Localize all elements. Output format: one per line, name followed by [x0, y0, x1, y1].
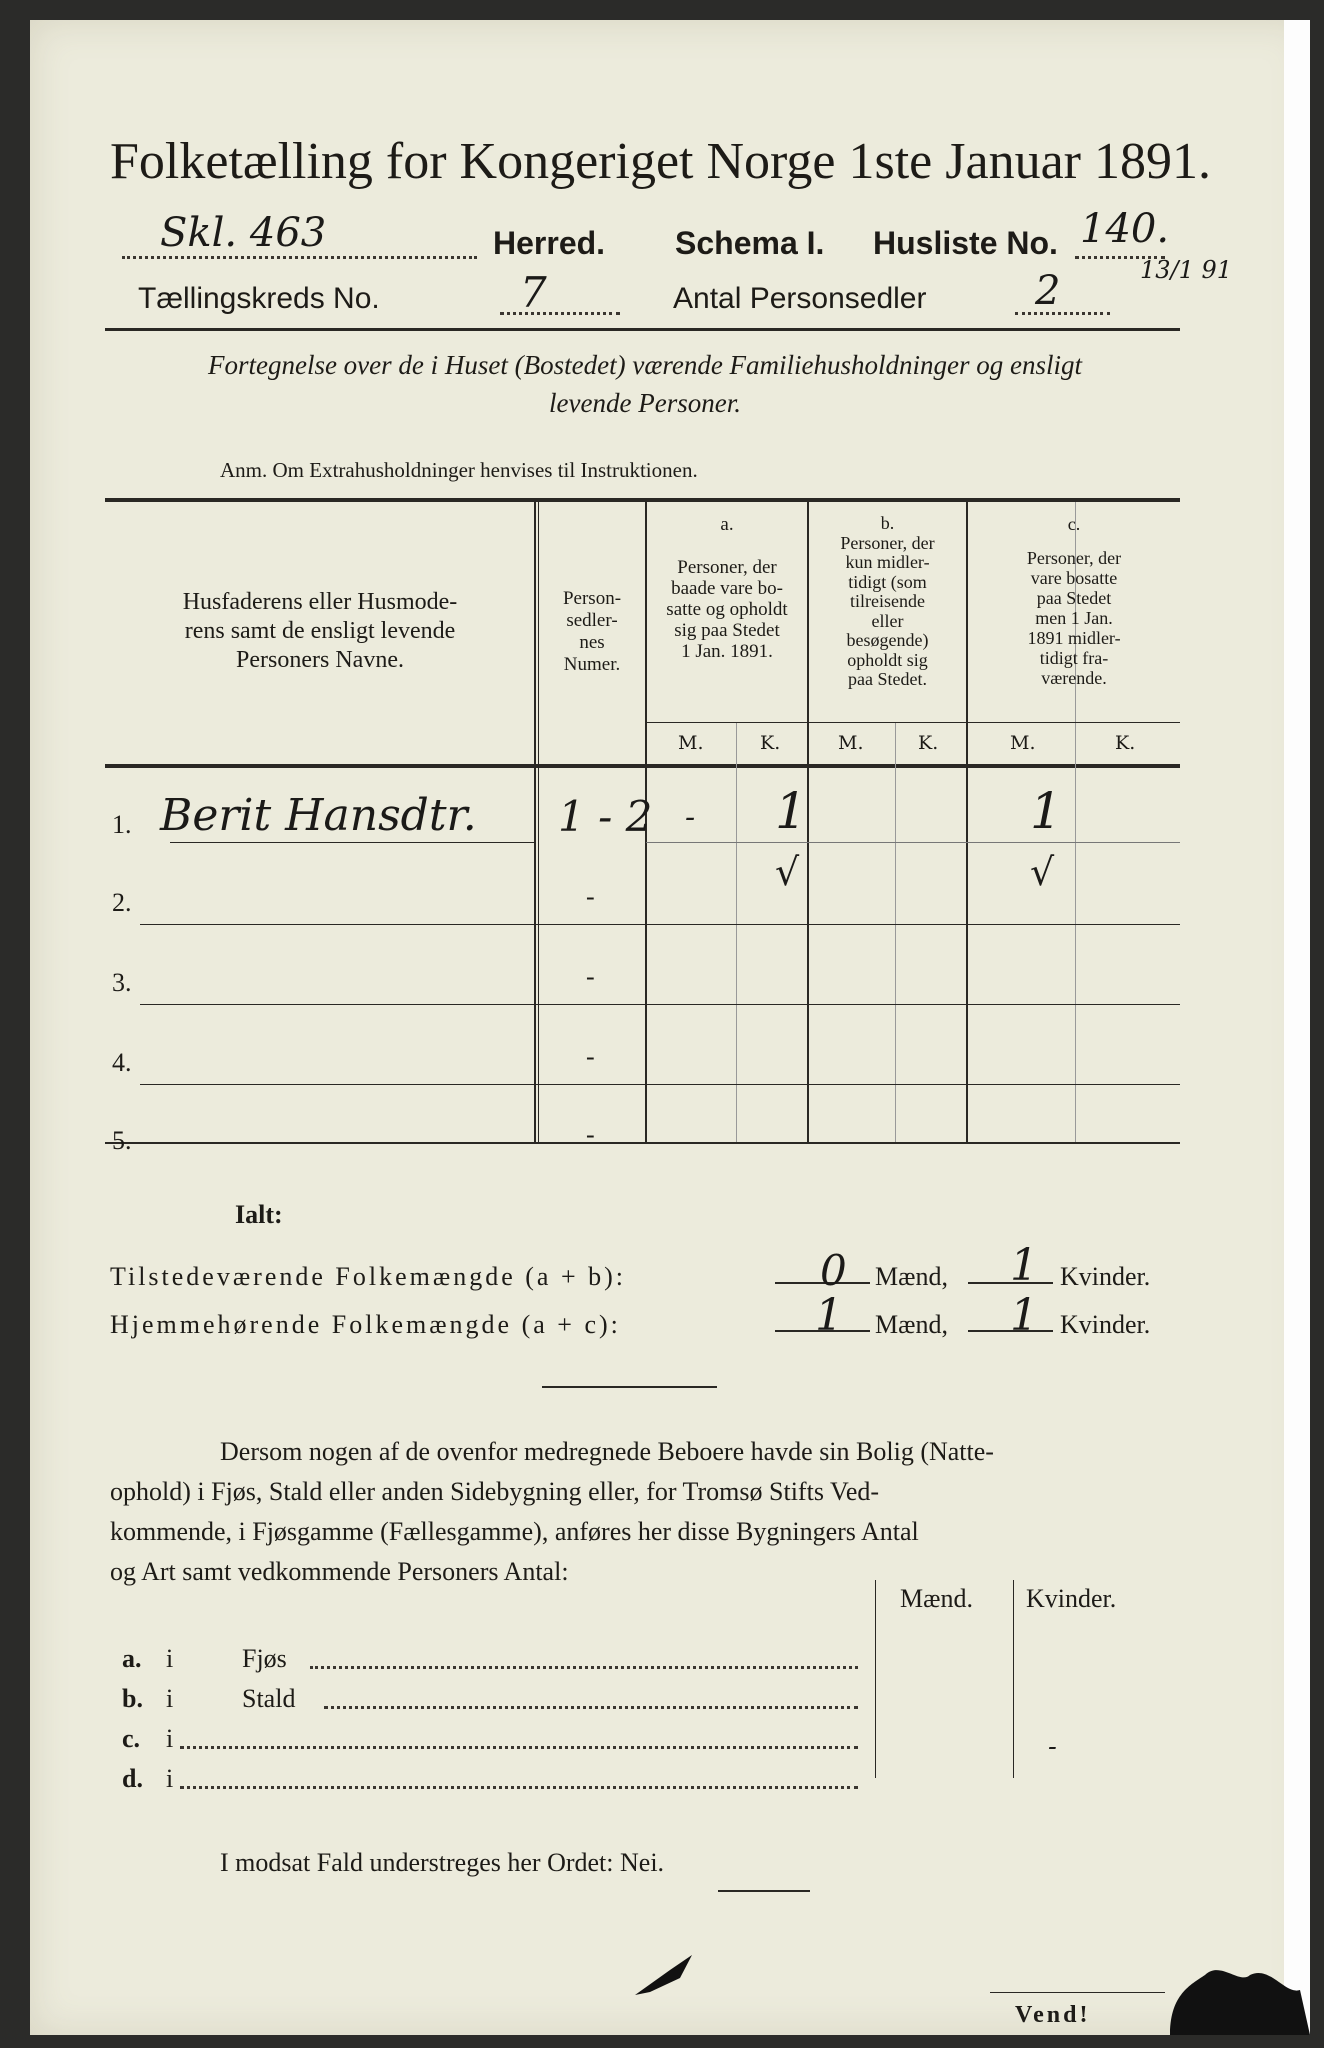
col-divider-b-mk [895, 723, 896, 1142]
table-header-bottom-rule [105, 764, 1180, 768]
col-a-letter: a. [720, 514, 734, 535]
col-a-header-line: satte og opholdt [666, 599, 788, 620]
col-c-header-line: men 1 Jan. [1035, 608, 1113, 628]
row-line [140, 924, 1180, 925]
schema-label: Schema I. [675, 225, 825, 261]
row-number: 5. [112, 1126, 132, 1155]
section-divider [542, 1386, 717, 1388]
item-letter: b. [122, 1684, 143, 1713]
totals-ialt: Ialt: [235, 1200, 283, 1229]
item-prep: i [166, 1764, 174, 1793]
item-letter: d. [122, 1764, 143, 1793]
subtitle-line-1: Fortegnelse over de i Huset (Bostedet) værende Familiehusholdninger og ensligt [207, 350, 1083, 380]
row-c-m-value: √ [1030, 850, 1055, 894]
totals-line2-women: 1 [1010, 1290, 1038, 1341]
col-b-header-line: tilreisende [850, 591, 925, 611]
nei-underline [718, 1890, 810, 1892]
row-number: 3. [112, 968, 132, 997]
col-divider-name [534, 502, 536, 1142]
outbuildings-col-kvinder: Kvinder. [1026, 1584, 1117, 1613]
paragraph-line: ophold) i Fjøs, Stald eller anden Sidebygning eller, for Tromsø Stifts Ved- [110, 1477, 880, 1506]
item-prep: i [166, 1644, 174, 1673]
col-c-header-line: 1891 midler- [1027, 628, 1121, 648]
antal-label: Antal Personsedler [673, 282, 927, 315]
col-c-letter: c. [1067, 514, 1081, 534]
row-a-k-value: 1 [775, 782, 807, 840]
col-b-header-line: opholdt sig [847, 649, 928, 670]
col-divider-a-mk [736, 723, 737, 1142]
totals-line2-men: 1 [815, 1290, 843, 1341]
form-title: Folketælling for Kongeriget Norge 1ste Januar 1891. [110, 133, 1211, 190]
col-a-m-label: M. [678, 732, 704, 754]
col-a-header-line: Personer, der [677, 557, 777, 578]
col-c-header-line: paa Stedet [1036, 588, 1112, 608]
item-dotted-line [310, 1666, 858, 1669]
col-c-header-line: værende. [1041, 668, 1107, 688]
col-b-letter: b. [880, 513, 895, 533]
col-b-header-line: paa Stedet. [848, 669, 927, 689]
husliste-label: Husliste No. [873, 225, 1058, 261]
col-name-header-line: rens samt de ensligt levende [184, 618, 456, 644]
row-a-k-value: √ [775, 850, 800, 894]
page-edge [1284, 20, 1310, 2035]
col-num-header [538, 588, 646, 676]
item-label: Stald [242, 1684, 296, 1713]
col-a-header-line: baade vare bo- [671, 578, 783, 599]
herred-dotted-line [122, 256, 477, 259]
col-b-header [809, 514, 966, 690]
annotation-note: Anm. Om Extrahusholdninger henvises til Instruktionen. [220, 458, 698, 482]
item-prep: i [166, 1684, 174, 1713]
paragraph-line: Dersom nogen af de ovenfor medregnede Beboere havde sin Bolig (Natte- [220, 1437, 994, 1466]
totals-line1-maend: Mænd, [875, 1262, 948, 1291]
row-line [646, 842, 1180, 843]
col-a-header-line: 1 Jan. 1891. [681, 641, 773, 662]
row-number: 1. [112, 810, 132, 839]
outbuildings-col-divider-left [875, 1580, 876, 1778]
col-c-header [968, 514, 1180, 688]
col-name-header-line: Personers Navne. [236, 647, 404, 673]
margin-note: 13/1 91 [1140, 256, 1233, 284]
row-num-value: - [586, 1042, 595, 1071]
row-line [170, 842, 535, 843]
col-c-m-label: M. [1010, 732, 1036, 754]
col-num-header-line: nes [579, 632, 605, 653]
col-name-header-line: Husfaderens eller Husmode- [182, 589, 458, 615]
col-b-header-line: besøgende) [846, 630, 929, 650]
herred-label: Herred. [493, 225, 606, 261]
row-number: 2. [112, 888, 132, 917]
census-form-page [30, 20, 1310, 2035]
row-line [140, 1084, 1180, 1085]
col-b-header-line: Personer, der [840, 532, 935, 553]
row-line [140, 1004, 1180, 1005]
item-label: Fjøs [242, 1644, 287, 1673]
herred-value: Skl. 463 [160, 210, 327, 256]
vend-label: Vend! [1015, 2002, 1091, 2028]
item-dotted-line [324, 1706, 858, 1709]
row-number: 4. [112, 1048, 132, 1077]
husliste-value: 140. [1080, 206, 1170, 252]
kreds-value: 7 [520, 268, 547, 317]
outbuildings-paragraph [110, 1432, 1180, 1592]
table-bottom-rule [105, 1142, 1180, 1144]
ink-mark-icon [630, 1950, 700, 2000]
table-top-rule [105, 498, 1180, 502]
totals-line2-label: Hjemmehørende Folkemængde (a + c): [110, 1310, 621, 1339]
col-a-k-label: K. [760, 732, 781, 754]
row-num-value: 1 - 2 [558, 792, 653, 841]
col-c-header-line: vare bosatte [1030, 568, 1118, 588]
col-c-header-line: Personer, der [1026, 548, 1122, 568]
row-num-value: - [586, 882, 595, 911]
ink-stain-icon [1110, 1955, 1310, 2035]
row-num-value: - [586, 962, 595, 991]
col-name-header [110, 588, 530, 675]
item-letter: a. [122, 1644, 142, 1673]
paragraph-line: og Art samt vedkommende Personers Antal: [110, 1557, 569, 1586]
paragraph-line: kommende, i Fjøsgamme (Fællesgamme), anføres her disse Bygningers Antal [110, 1517, 919, 1546]
d-kvinder-mark: - [1048, 1732, 1057, 1762]
outbuildings-col-divider-right [1013, 1580, 1014, 1778]
totals-line1-label: Tilstedeværende Folkemængde (a + b): [110, 1262, 626, 1291]
kreds-dotted-line [500, 312, 620, 315]
totals-line1-kvinder: Kvinder. [1060, 1262, 1151, 1291]
col-a-header [647, 514, 807, 662]
col-b-header-line: eller [871, 610, 904, 631]
item-dotted-line [180, 1786, 858, 1789]
item-prep: i [166, 1724, 174, 1753]
col-num-header-line: Person- [562, 588, 622, 609]
row-a-m-value: - [685, 800, 696, 835]
col-c-k-label: K. [1115, 732, 1136, 754]
col-b-header-line: tidigt (som [848, 571, 927, 592]
totals-line2-kvinder: Kvinder. [1060, 1310, 1151, 1339]
mk-header-rule [646, 722, 1180, 723]
col-num-header-line: sedler- [566, 610, 618, 631]
totals-line2-maend: Mænd, [875, 1310, 948, 1339]
header-rule [105, 328, 1180, 331]
outbuildings-col-maend: Mænd. [900, 1584, 973, 1613]
kreds-label: Tællingskreds No. [138, 282, 380, 315]
col-b-m-label: M. [838, 732, 864, 754]
antal-dotted-line [1015, 312, 1110, 315]
col-num-header-line: Numer. [563, 654, 621, 675]
totals-line1-women: 1 [1010, 1240, 1038, 1291]
antal-value: 2 [1035, 268, 1061, 314]
item-dotted-line [180, 1746, 858, 1749]
subtitle-line-2: levende Personer. [549, 388, 741, 418]
col-a-header-line: sig paa Stedet [674, 620, 780, 641]
row-c-m-value: 1 [1030, 782, 1062, 840]
item-letter: c. [122, 1724, 141, 1753]
col-b-header-line: kun midler- [845, 552, 930, 572]
row-name-value: Berit Hansdtr. [160, 790, 477, 841]
col-b-k-label: K. [918, 732, 939, 754]
totals-line1-men: 0 [820, 1246, 847, 1295]
col-c-header-line: tidigt fra- [1039, 648, 1109, 668]
nei-statement: I modsat Fald understreges her Ordet: Nei. [220, 1848, 665, 1877]
row-num-value: - [586, 1120, 595, 1149]
